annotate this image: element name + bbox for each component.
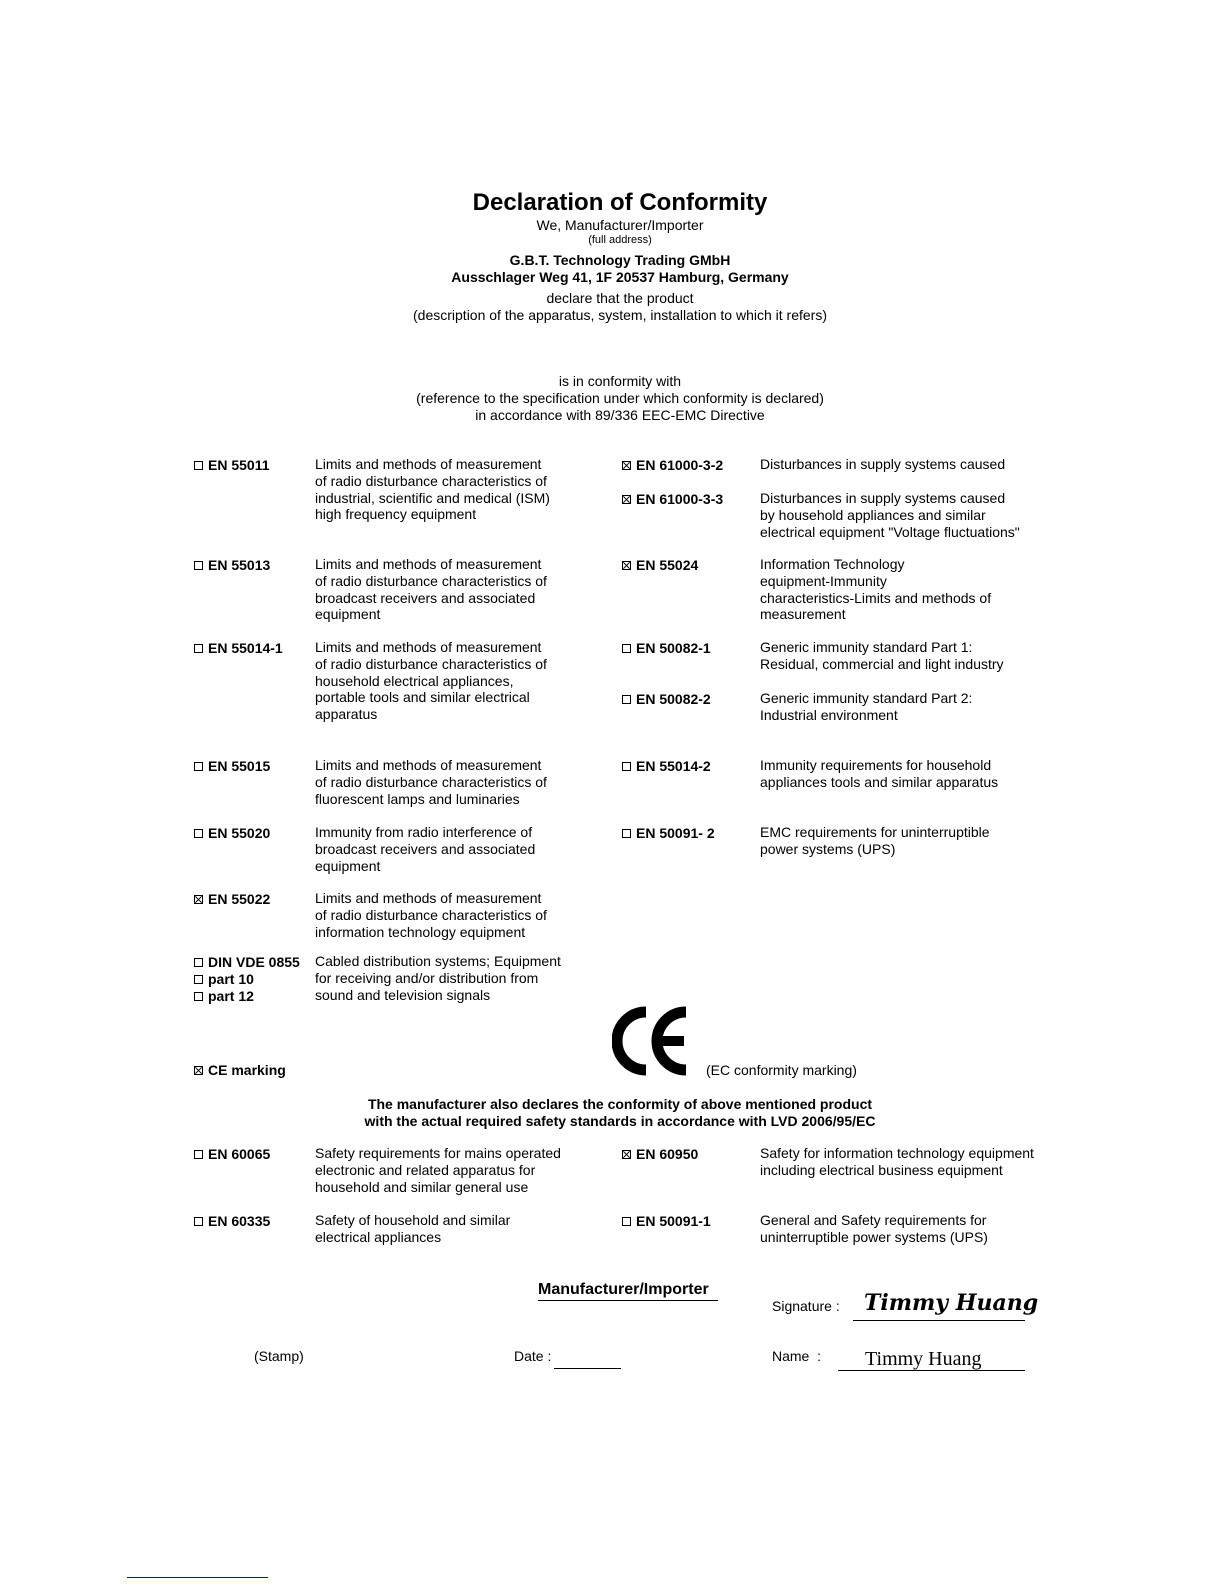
standard-code-item <box>194 825 270 841</box>
checkbox-checked-icon <box>622 561 631 570</box>
standard-code: EN 50091- 2 <box>636 825 715 841</box>
standard-code: part 10 <box>208 970 254 987</box>
signature-label: Signature : <box>772 1298 840 1314</box>
standard-code: EN 50082-1 <box>636 640 711 656</box>
description-line: household electrical appliances, <box>315 672 514 689</box>
description-line: Disturbances in supply systems caused <box>760 456 1006 472</box>
standard-description <box>760 690 972 724</box>
description-line: by household appliances and similar <box>760 506 986 523</box>
standard-code: EN 55014-2 <box>636 758 711 774</box>
name-line <box>838 1370 1025 1371</box>
standard-code: EN 55011 <box>208 457 270 473</box>
date-line <box>554 1368 621 1369</box>
standard-description <box>760 1212 988 1246</box>
description-line: Cabled distribution systems; Equipment <box>315 953 561 969</box>
description-line: of radio disturbance characteristics of <box>315 472 547 489</box>
standard-code-item <box>194 988 254 1004</box>
checkbox-empty-icon <box>194 958 203 967</box>
signoff-heading-underline <box>538 1300 718 1301</box>
standard-description <box>315 556 547 623</box>
company-address: Ausschlager Weg 41, 1F 20537 Hamburg, Germany <box>451 269 789 285</box>
standard-code-item <box>622 640 711 656</box>
standard-code: part 12 <box>208 987 254 1004</box>
standard-description <box>315 890 547 940</box>
standard-description <box>760 490 1020 540</box>
conformity-line-2: (reference to the specification under which conformity is declared) <box>416 390 824 406</box>
checkbox-checked-icon <box>622 1150 631 1159</box>
description-line: equipment-Immunity <box>760 572 887 589</box>
standard-code: EN 60335 <box>208 1213 271 1229</box>
standard-code: EN 61000-3-3 <box>636 491 724 507</box>
description-line: electronic and related apparatus for <box>315 1161 536 1178</box>
date-label: Date : <box>514 1348 552 1364</box>
standard-code-item <box>194 457 270 473</box>
standard-code-item <box>622 457 723 473</box>
safety-line-2: with the actual required safety standards in accordance with LVD 2006/95/EC <box>364 1113 876 1129</box>
stamp-label: (Stamp) <box>254 1348 304 1364</box>
description-line: electrical appliances <box>315 1228 442 1245</box>
description-line: Disturbances in supply systems caused <box>760 490 1006 506</box>
standard-code: EN 55024 <box>636 557 699 573</box>
footer-link-underline <box>127 1577 268 1578</box>
description-line: for receiving and/or distribution from <box>315 969 539 986</box>
standard-code-item <box>194 640 283 656</box>
checkbox-empty-icon <box>194 461 203 470</box>
description-line: broadcast receivers and associated <box>315 840 536 857</box>
description-line: appliances tools and similar apparatus <box>760 773 999 790</box>
checkbox-empty-icon <box>622 695 631 704</box>
description-line: Generic immunity standard Part 2: <box>760 690 973 706</box>
description-line: uninterruptible power systems (UPS) <box>760 1228 988 1245</box>
signoff-heading: Manufacturer/Importer <box>538 1281 709 1298</box>
standard-description <box>315 639 547 723</box>
description-line: Generic immunity standard Part 1: <box>760 639 973 655</box>
description-line: power systems (UPS) <box>760 840 896 857</box>
description-line: characteristics-Limits and methods of <box>760 589 992 606</box>
description-line: of radio disturbance characteristics of <box>315 906 547 923</box>
standard-code-item <box>194 1146 270 1162</box>
standard-code-item <box>194 971 254 987</box>
standard-description <box>760 556 991 623</box>
description-line: fluorescent lamps and luminaries <box>315 790 520 807</box>
checkbox-empty-icon <box>622 1217 631 1226</box>
description-line: of radio disturbance characteristics of <box>315 655 547 672</box>
standard-code: EN 55020 <box>208 825 271 841</box>
standard-description <box>760 456 1005 473</box>
description-line: Immunity requirements for household <box>760 757 992 773</box>
standard-description <box>315 757 547 807</box>
description-line: of radio disturbance characteristics of <box>315 572 547 589</box>
standard-code-item <box>622 491 723 507</box>
standard-code-item <box>194 557 270 573</box>
standard-code: DIN VDE 0855 <box>208 954 300 970</box>
standard-description <box>760 757 998 791</box>
ce-logo <box>612 1006 692 1076</box>
description-line: General and Safety requirements for <box>760 1212 987 1228</box>
standard-code: EN 60065 <box>208 1146 271 1162</box>
checkbox-empty-icon <box>622 644 631 653</box>
checkbox-empty-icon <box>194 992 203 1001</box>
description-line: Limits and methods of measurement <box>315 639 542 655</box>
description-line: industrial, scientific and medical (ISM) <box>315 489 550 506</box>
description-line: high frequency equipment <box>315 506 477 523</box>
standard-description <box>760 639 1004 673</box>
ce-marking-code: CE marking <box>208 1062 286 1078</box>
description-line: apparatus <box>315 706 378 723</box>
conformity-line-3: in accordance with 89/336 EEC-EMC Directive <box>475 407 765 423</box>
checkbox-empty-icon <box>194 561 203 570</box>
manufacturer-line: We, Manufacturer/Importer <box>536 217 704 233</box>
ce-mark-icon <box>612 1006 692 1076</box>
standard-code-item <box>194 891 270 907</box>
standard-code: EN 55014-1 <box>208 640 283 656</box>
checkbox-checked-icon <box>622 495 631 504</box>
conformity-line-1: is in conformity with <box>558 373 682 389</box>
description-line: Limits and methods of measurement <box>315 456 542 472</box>
description-line: Information Technology <box>760 556 905 572</box>
description-line: equipment <box>315 857 381 874</box>
description-line: household and similar general use <box>315 1178 529 1195</box>
description-line: Safety for information technology equipment <box>760 1145 1034 1161</box>
checkbox-checked-icon <box>622 461 631 470</box>
ce-marking-item <box>194 1062 286 1078</box>
description-line: equipment <box>315 606 381 623</box>
standard-code-item <box>622 557 698 573</box>
description-line: broadcast receivers and associated <box>315 589 536 606</box>
name-value: Timmy Huang <box>865 1348 982 1370</box>
description-line: of radio disturbance characteristics of <box>315 773 547 790</box>
checkbox-checked-icon <box>194 895 203 904</box>
description-line: Limits and methods of measurement <box>315 890 542 906</box>
standard-description <box>760 824 990 858</box>
description-line: sound and television signals <box>315 986 491 1003</box>
name-label: Name : <box>772 1348 822 1364</box>
standard-code-item <box>194 758 270 774</box>
checkbox-empty-icon <box>194 644 203 653</box>
document-title: Declaration of Conformity <box>472 189 768 216</box>
checkbox-empty-icon <box>194 1217 203 1226</box>
standard-code: EN 55015 <box>208 758 271 774</box>
declare-line: declare that the product <box>546 290 694 306</box>
standard-code-item <box>622 758 711 774</box>
full-address-note: (full address) <box>588 234 652 246</box>
checkbox-empty-icon <box>194 762 203 771</box>
standard-description <box>760 1145 1034 1179</box>
standard-code-item <box>622 825 715 841</box>
description-line: measurement <box>760 606 846 623</box>
standard-code-item <box>622 1146 698 1162</box>
checkbox-empty-icon <box>622 829 631 838</box>
description-line: Limits and methods of measurement <box>315 556 542 572</box>
description-line: Safety of household and similar <box>315 1212 511 1228</box>
din-vde-description <box>315 953 561 1003</box>
standard-code-item <box>622 1213 711 1229</box>
description-line: Industrial environment <box>760 706 898 723</box>
standard-code: EN 55022 <box>208 891 271 907</box>
standard-code: EN 60950 <box>636 1146 699 1162</box>
description-line: electrical equipment "Voltage fluctuations" <box>760 523 1020 540</box>
checkbox-empty-icon <box>194 1150 203 1159</box>
standard-code: EN 50082-2 <box>636 691 711 707</box>
checkbox-empty-icon <box>194 975 203 984</box>
standard-description <box>315 1145 561 1195</box>
description-line: Residual, commercial and light industry <box>760 655 1004 672</box>
description-line: information technology equipment <box>315 923 526 940</box>
standard-code: EN 50091-1 <box>636 1213 711 1229</box>
standard-code-item <box>194 954 300 970</box>
description-line: including electrical business equipment <box>760 1161 1003 1178</box>
description-line: Safety requirements for mains operated <box>315 1145 561 1161</box>
signature-line <box>853 1320 1025 1321</box>
signature-handwritten: Timmy Huang <box>864 1290 1039 1316</box>
standard-code-item <box>194 1213 270 1229</box>
standard-description <box>315 824 535 874</box>
checkbox-checked-icon <box>194 1066 203 1075</box>
standard-description <box>315 1212 510 1246</box>
description-note: (description of the apparatus, system, installation to which it refers) <box>413 307 827 323</box>
standard-description <box>315 456 550 523</box>
standard-code: EN 61000-3-2 <box>636 457 724 473</box>
description-line: portable tools and similar electrical <box>315 689 530 706</box>
description-line: EMC requirements for uninterruptible <box>760 824 990 840</box>
standard-code-item <box>622 691 711 707</box>
company-name: G.B.T. Technology Trading GMbH <box>509 252 731 268</box>
checkbox-empty-icon <box>194 829 203 838</box>
standard-code: EN 55013 <box>208 557 271 573</box>
ce-note: (EC conformity marking) <box>706 1062 857 1078</box>
safety-line-1: The manufacturer also declares the conformity of above mentioned product <box>367 1096 873 1112</box>
checkbox-empty-icon <box>622 762 631 771</box>
description-line: Immunity from radio interference of <box>315 824 533 840</box>
description-line: Limits and methods of measurement <box>315 757 542 773</box>
